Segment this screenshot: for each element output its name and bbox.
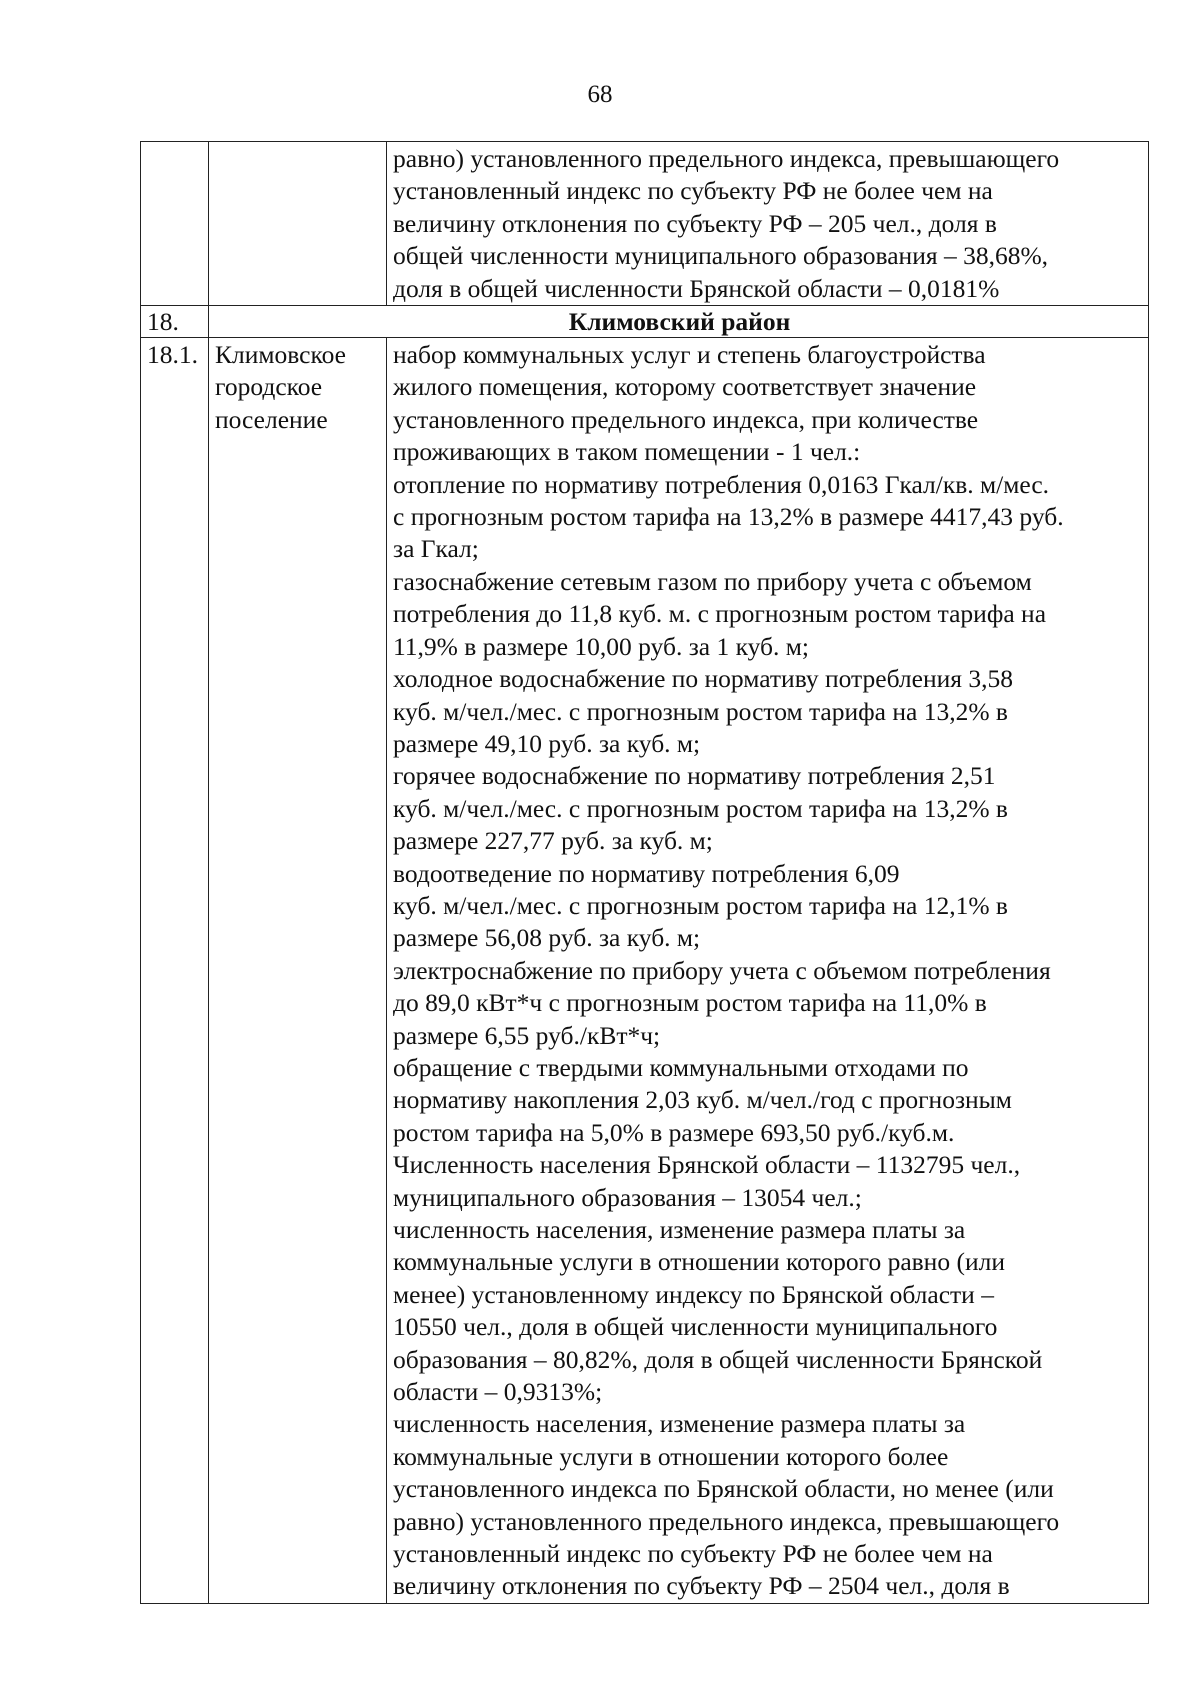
text-line: равно) установленного предельного индекса, превышающего bbox=[393, 144, 1060, 173]
text-line: коммунальные услуги в отношении которого более bbox=[393, 1441, 949, 1471]
text-line: поселение bbox=[215, 404, 328, 434]
text-line: установленного предельного индекса, при количестве bbox=[393, 404, 979, 434]
municipality-name-cell bbox=[209, 338, 387, 1604]
table-row-entry bbox=[141, 338, 1149, 1604]
text-line: образования – 80,82%, доля в общей численности Брянской bbox=[393, 1344, 1043, 1374]
text-line: коммунальные услуги в отношении которого равно (или bbox=[393, 1247, 1005, 1277]
text-line: жилого помещения, которому соответствует значение bbox=[393, 372, 977, 402]
text-line: численность населения, изменение размера платы за bbox=[393, 1409, 966, 1439]
text-line: установленный индекс по субъекту РФ не более чем на bbox=[393, 176, 993, 206]
text-line: установленного индекса по Брянской области, но менее (или bbox=[393, 1474, 1054, 1504]
text-line: Климовское bbox=[215, 340, 346, 370]
text-line: водоотведение по нормативу потребления 6,09 bbox=[393, 858, 900, 888]
text-line: размере 56,08 руб. за куб. м; bbox=[393, 923, 701, 953]
text-line: проживающих в таком помещении - 1 чел.: bbox=[393, 437, 861, 467]
row-number-cell: 18.1. bbox=[141, 338, 209, 1604]
text-line: 11,9% в размере 10,00 руб. за 1 куб. м; bbox=[393, 631, 809, 661]
text-line: отопление по нормативу потребления 0,0163 Гкал/кв. м/мес. bbox=[393, 469, 1050, 499]
text-line: равно) установленного предельного индекса, превышающего bbox=[393, 1506, 1060, 1536]
text-line: обращение с твердыми коммунальными отходами по bbox=[393, 1052, 969, 1082]
text-line: городское bbox=[215, 372, 323, 402]
description-cell bbox=[387, 338, 1149, 1604]
text-line: ростом тарифа на 5,0% в размере 693,50 руб./куб.м. bbox=[393, 1117, 955, 1147]
section-title: Климовский район bbox=[209, 306, 1149, 338]
text-line: муниципального образования – 13054 чел.; bbox=[393, 1182, 862, 1212]
text-line: набор коммунальных услуг и степень благоустройства bbox=[393, 340, 986, 370]
text-line: размере 49,10 руб. за куб. м; bbox=[393, 728, 701, 758]
text-line: холодное водоснабжение по нормативу потребления 3,58 bbox=[393, 664, 1013, 694]
page-number: 68 bbox=[587, 81, 613, 108]
text-line: численность населения, изменение размера платы за bbox=[393, 1215, 966, 1244]
text-line: размере 227,77 руб. за куб. м; bbox=[393, 826, 713, 856]
text-line: куб. м/чел./мес. с прогнозным ростом тарифа на 12,1% в bbox=[393, 890, 1008, 920]
text-line: за Гкал; bbox=[393, 534, 479, 564]
row-number-cell bbox=[141, 142, 209, 306]
municipality-name-cell bbox=[209, 142, 387, 306]
text-line: общей численности муниципального образования – 38,68%, bbox=[393, 241, 1049, 271]
description-cell bbox=[387, 142, 1149, 306]
text-line: величину отклонения по субъекту РФ – 2504 чел., доля в bbox=[393, 1571, 1010, 1601]
text-line: потребления до 11,8 куб. м. с прогнозным ростом тарифа на bbox=[393, 599, 1047, 629]
text-line: нормативу накопления 2,03 куб. м/чел./год с прогнозным bbox=[393, 1085, 1012, 1115]
table-row-continuation bbox=[141, 142, 1149, 306]
document-table bbox=[140, 141, 1149, 1604]
table-row-section-header bbox=[141, 306, 1149, 338]
text-line: менее) установленному индексу по Брянской области – bbox=[393, 1279, 994, 1309]
text-line: горячее водоснабжение по нормативу потребления 2,51 bbox=[393, 761, 996, 791]
text-line: электроснабжение по прибору учета с объемом потребления bbox=[393, 955, 1051, 985]
text-line: 10550 чел., доля в общей численности муниципального bbox=[393, 1312, 998, 1342]
text-line: величину отклонения по субъекту РФ – 205 чел., доля в bbox=[393, 208, 997, 238]
text-line: газоснабжение сетевым газом по прибору учета с объемом bbox=[393, 566, 1032, 596]
text-line: доля в общей численности Брянской области – 0,0181% bbox=[393, 273, 1000, 303]
text-line: куб. м/чел./мес. с прогнозным ростом тарифа на 13,2% в bbox=[393, 793, 1008, 823]
text-line: с прогнозным ростом тарифа на 13,2% в размере 4417,43 руб. bbox=[393, 502, 1064, 532]
text-line: области – 0,9313%; bbox=[393, 1377, 603, 1407]
text-line: куб. м/чел./мес. с прогнозным ростом тарифа на 13,2% в bbox=[393, 696, 1008, 726]
text-line: установленный индекс по субъекту РФ не более чем на bbox=[393, 1539, 993, 1569]
section-number: 18. bbox=[141, 306, 209, 338]
text-line: до 89,0 кВт*ч с прогнозным ростом тарифа на 11,0% в bbox=[393, 988, 987, 1018]
text-line: размере 6,55 руб./кВт*ч; bbox=[393, 1020, 661, 1050]
text-line: Численность населения Брянской области – 1132795 чел., bbox=[393, 1150, 1021, 1180]
